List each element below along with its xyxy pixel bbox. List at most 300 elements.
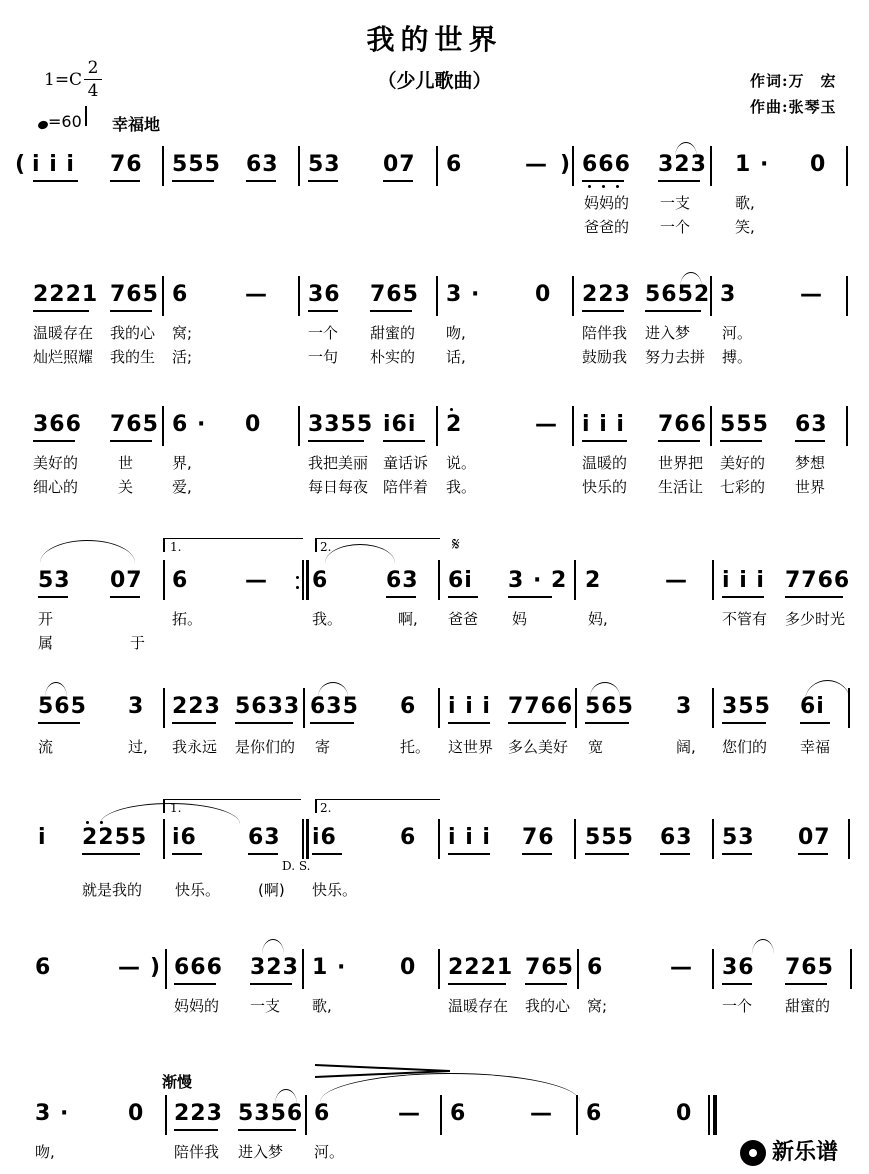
note: i6 bbox=[172, 825, 197, 850]
note: 766 bbox=[658, 412, 707, 437]
note: 63 bbox=[660, 825, 693, 850]
beam bbox=[386, 596, 416, 598]
music-disc-icon bbox=[740, 1140, 766, 1166]
note: i i i bbox=[448, 694, 491, 719]
lyric: 陪伴我 bbox=[174, 1143, 220, 1161]
barline bbox=[436, 276, 438, 316]
barline bbox=[574, 560, 576, 600]
lyric: 快乐的 bbox=[582, 478, 628, 496]
beam bbox=[238, 1129, 296, 1131]
note: 3 bbox=[676, 694, 693, 719]
note: 63 bbox=[246, 152, 279, 177]
octave-dot bbox=[86, 821, 89, 824]
note: 6 bbox=[172, 568, 189, 593]
lyric: 是你们的 bbox=[235, 738, 296, 756]
note: 6 bbox=[587, 955, 604, 980]
lyric: 窝; bbox=[587, 997, 608, 1015]
note: i i i bbox=[32, 152, 75, 177]
lyric: 河。 bbox=[722, 324, 753, 342]
note-dash: — bbox=[398, 1101, 421, 1126]
beam bbox=[308, 180, 338, 182]
beam bbox=[110, 310, 152, 312]
note: 53 bbox=[308, 152, 341, 177]
barline bbox=[848, 819, 850, 859]
barline bbox=[298, 276, 300, 316]
lyric: 甜蜜的 bbox=[785, 997, 831, 1015]
lyric: 美好的 bbox=[720, 454, 766, 472]
segno-icon: 𝄋 bbox=[452, 534, 460, 555]
note: 765 bbox=[110, 412, 159, 437]
lyric: 吻, bbox=[446, 324, 466, 342]
lyric: 歌, bbox=[735, 194, 755, 212]
beam bbox=[448, 983, 506, 985]
lyric: 多么美好 bbox=[508, 738, 569, 756]
lyric: 窝; bbox=[172, 324, 193, 342]
beam bbox=[448, 722, 490, 724]
beam bbox=[174, 1129, 218, 1131]
lyricist-credit: 作词:万 宏 bbox=[750, 72, 837, 90]
note: 666 bbox=[582, 152, 631, 177]
beam bbox=[38, 596, 68, 598]
beam bbox=[383, 180, 413, 182]
lyric: 一个 bbox=[660, 218, 691, 236]
time-divider bbox=[84, 79, 102, 80]
note-dash: — bbox=[665, 568, 688, 593]
note: 3 · bbox=[446, 282, 481, 307]
lyric: 我把美丽 bbox=[308, 454, 369, 472]
beam bbox=[110, 440, 152, 442]
repeat-barline bbox=[306, 560, 309, 600]
lyric: 这世界 bbox=[448, 738, 494, 756]
barline bbox=[848, 688, 850, 728]
beam bbox=[370, 310, 412, 312]
volta-1: 1. bbox=[170, 540, 182, 554]
lyric: 鼓励我 bbox=[582, 348, 628, 366]
note: 565 bbox=[585, 694, 634, 719]
volta-line bbox=[315, 538, 440, 539]
lyric: 我。 bbox=[312, 610, 343, 628]
lyric: 宽 bbox=[588, 738, 604, 756]
note: 76 bbox=[522, 825, 555, 850]
note: 6i bbox=[800, 694, 825, 719]
beam bbox=[585, 853, 629, 855]
beam bbox=[172, 722, 216, 724]
barline bbox=[302, 949, 304, 989]
lyric: 七彩的 bbox=[720, 478, 766, 496]
note: 0 bbox=[128, 1101, 145, 1126]
note: 7766 bbox=[508, 694, 574, 719]
note-dash: — bbox=[525, 152, 548, 177]
tempo-change-mark: 渐慢 bbox=[162, 1073, 193, 1091]
lyric: 妈 bbox=[512, 610, 528, 628]
beam bbox=[235, 722, 293, 724]
note: 2255 bbox=[82, 825, 148, 850]
beam bbox=[795, 440, 825, 442]
slur bbox=[100, 803, 240, 824]
note: 36 bbox=[308, 282, 341, 307]
repeat-dot bbox=[296, 576, 299, 579]
lyric: 不管有 bbox=[722, 610, 768, 628]
note: 3 · bbox=[35, 1101, 70, 1126]
beam bbox=[174, 983, 216, 985]
volta-1: 1. bbox=[170, 801, 182, 815]
lyric: 啊, bbox=[398, 610, 418, 628]
lyric: 世界把 bbox=[658, 454, 704, 472]
lyric: 进入梦 bbox=[238, 1143, 284, 1161]
note: i i i bbox=[582, 412, 625, 437]
barline bbox=[438, 688, 440, 728]
note: 6 bbox=[314, 1101, 331, 1126]
note: 366 bbox=[33, 412, 82, 437]
beam bbox=[33, 180, 78, 182]
beam bbox=[250, 983, 292, 985]
note: 555 bbox=[172, 152, 221, 177]
lyric: 努力去拼 bbox=[645, 348, 706, 366]
lyric: 生活让 bbox=[658, 478, 704, 496]
beam bbox=[110, 596, 140, 598]
volta-bracket bbox=[163, 538, 165, 552]
beam bbox=[246, 180, 276, 182]
lyric: 幸福 bbox=[800, 738, 831, 756]
lyric: 界, bbox=[172, 454, 192, 472]
time-bottom: 4 bbox=[87, 81, 99, 101]
score-system-6 bbox=[0, 795, 869, 905]
lyric: 进入梦 bbox=[645, 324, 691, 342]
note: 323 bbox=[250, 955, 299, 980]
beam bbox=[82, 853, 140, 855]
lyric: 快乐。 bbox=[312, 881, 358, 899]
barline bbox=[165, 949, 167, 989]
lyric: 过, bbox=[128, 738, 148, 756]
note: 6 bbox=[450, 1101, 467, 1126]
site-watermark bbox=[740, 1135, 838, 1166]
beam bbox=[582, 180, 624, 182]
octave-dot bbox=[100, 821, 103, 824]
lyric: 妈, bbox=[588, 610, 608, 628]
lyric: (啊) bbox=[258, 881, 285, 899]
octave-dot bbox=[602, 185, 605, 188]
lyric: 细心的 bbox=[33, 478, 79, 496]
lyric: 温暖存在 bbox=[448, 997, 509, 1015]
barline bbox=[572, 276, 574, 316]
note: 36 bbox=[722, 955, 755, 980]
note: 765 bbox=[525, 955, 574, 980]
barline bbox=[712, 819, 714, 859]
barline bbox=[436, 406, 438, 446]
lyric: 爱, bbox=[172, 478, 192, 496]
lyric: 阔, bbox=[676, 738, 696, 756]
note: 223 bbox=[174, 1101, 223, 1126]
beam bbox=[785, 596, 843, 598]
lyric: 美好的 bbox=[33, 454, 79, 472]
note-dash: — bbox=[670, 955, 693, 980]
slur bbox=[680, 272, 702, 287]
barline bbox=[575, 688, 577, 728]
beam bbox=[800, 722, 830, 724]
volta-line bbox=[163, 538, 303, 539]
note: 555 bbox=[720, 412, 769, 437]
lyric: 一个 bbox=[308, 324, 339, 342]
barline bbox=[163, 560, 165, 600]
barline bbox=[298, 146, 300, 186]
beam bbox=[522, 853, 552, 855]
lyric: 拓。 bbox=[172, 610, 203, 628]
note: i6 bbox=[312, 825, 337, 850]
barline bbox=[163, 688, 165, 728]
barline bbox=[440, 1095, 442, 1135]
note: 6 bbox=[172, 282, 189, 307]
barline bbox=[436, 146, 438, 186]
barline bbox=[576, 1095, 578, 1135]
beam bbox=[722, 596, 764, 598]
lyric: 灿烂照耀 bbox=[33, 348, 94, 366]
note: 2 bbox=[446, 412, 463, 437]
beam bbox=[312, 853, 342, 855]
lyric: 于 bbox=[130, 634, 146, 652]
lyric: 世 bbox=[118, 454, 134, 472]
barline bbox=[710, 146, 712, 186]
score-system-5 bbox=[0, 680, 869, 780]
note: 6 bbox=[400, 825, 417, 850]
barline bbox=[438, 949, 440, 989]
lyric: 快乐。 bbox=[175, 881, 221, 899]
beam bbox=[508, 596, 552, 598]
lyric: 温暖存在 bbox=[33, 324, 94, 342]
beam bbox=[660, 853, 690, 855]
watermark-text: 新乐谱 bbox=[772, 1140, 839, 1165]
note: 223 bbox=[582, 282, 631, 307]
lyric: 梦想 bbox=[795, 454, 826, 472]
beam bbox=[308, 440, 364, 442]
octave-dot bbox=[616, 185, 619, 188]
lyric: 童话诉 bbox=[383, 454, 429, 472]
final-barline bbox=[306, 819, 309, 859]
lyric: 吻, bbox=[35, 1143, 55, 1161]
note: 5356 bbox=[238, 1101, 304, 1126]
note: i i i bbox=[722, 568, 765, 593]
beam bbox=[38, 722, 80, 724]
barline bbox=[162, 146, 164, 186]
score-system-7 bbox=[0, 935, 869, 1035]
beam bbox=[448, 853, 490, 855]
lyric: 开 bbox=[38, 610, 54, 628]
slur bbox=[40, 540, 135, 563]
note: 53 bbox=[38, 568, 71, 593]
score-system-2 bbox=[0, 270, 869, 380]
lyric: 活; bbox=[172, 348, 193, 366]
beam bbox=[785, 983, 827, 985]
barline bbox=[438, 560, 440, 600]
score-system-3 bbox=[0, 400, 869, 510]
beam bbox=[448, 596, 478, 598]
slur bbox=[262, 939, 284, 954]
lyric: 爸爸的 bbox=[584, 218, 630, 236]
beam bbox=[798, 853, 828, 855]
note: 0 bbox=[245, 412, 262, 437]
note: 6 bbox=[312, 568, 329, 593]
barline bbox=[712, 949, 714, 989]
note-dash: — bbox=[530, 1101, 553, 1126]
lyric: 温暖的 bbox=[582, 454, 628, 472]
barline bbox=[572, 406, 574, 446]
note: 2221 bbox=[448, 955, 514, 980]
beam bbox=[33, 310, 89, 312]
barline bbox=[303, 688, 305, 728]
lyric: 一支 bbox=[250, 997, 281, 1015]
lyric: 甜蜜的 bbox=[370, 324, 416, 342]
lyric: 就是我的 bbox=[82, 881, 143, 899]
lyric: 话, bbox=[446, 348, 466, 366]
beam bbox=[582, 440, 627, 442]
barline bbox=[710, 406, 712, 446]
beam bbox=[310, 722, 354, 724]
note: 5633 bbox=[235, 694, 301, 719]
barline bbox=[162, 406, 164, 446]
note: 76 bbox=[110, 152, 143, 177]
lyric: 托。 bbox=[400, 738, 431, 756]
beam bbox=[658, 180, 700, 182]
note: 2221 bbox=[33, 282, 99, 307]
volta-line bbox=[163, 799, 301, 800]
barline bbox=[162, 276, 164, 316]
beam bbox=[658, 440, 700, 442]
barline bbox=[298, 406, 300, 446]
song-subtitle: （少儿歌曲） bbox=[377, 70, 492, 92]
volta-2: 2. bbox=[320, 801, 332, 815]
note: 635 bbox=[310, 694, 359, 719]
barline bbox=[710, 276, 712, 316]
note: ( bbox=[15, 152, 27, 177]
beam bbox=[585, 722, 629, 724]
note: i6i bbox=[383, 412, 417, 437]
lyric: 爸爸 bbox=[448, 610, 479, 628]
note: 3 · 2 bbox=[508, 568, 568, 593]
lyric: 关 bbox=[118, 478, 134, 496]
lyric: 我永远 bbox=[172, 738, 218, 756]
lyric: 多少时光 bbox=[785, 610, 846, 628]
note: 53 bbox=[722, 825, 755, 850]
note: 07 bbox=[110, 568, 143, 593]
note: 3 bbox=[128, 694, 145, 719]
lyric: 一支 bbox=[660, 194, 691, 212]
note-dash: — bbox=[245, 568, 268, 593]
barline bbox=[850, 949, 852, 989]
note-dash: — bbox=[118, 955, 141, 980]
barline bbox=[846, 276, 848, 316]
da-segno-mark: D. S. bbox=[282, 859, 311, 873]
note: 565 bbox=[38, 694, 87, 719]
note: 63 bbox=[248, 825, 281, 850]
barline bbox=[846, 146, 848, 186]
barline bbox=[712, 560, 714, 600]
slur bbox=[675, 142, 697, 157]
note-dash: — bbox=[245, 282, 268, 307]
score-system-4 bbox=[0, 530, 869, 660]
note: 3355 bbox=[308, 412, 374, 437]
score-system-8 bbox=[0, 1055, 869, 1165]
note: 1 · bbox=[735, 152, 770, 177]
repeat-dot bbox=[296, 586, 299, 589]
note: 6 bbox=[446, 152, 463, 177]
lyric: 流 bbox=[38, 738, 54, 756]
note: 0 bbox=[535, 282, 552, 307]
lyric: 每日每夜 bbox=[308, 478, 369, 496]
barline bbox=[846, 406, 848, 446]
note: 1 · bbox=[312, 955, 347, 980]
key-signature: 1=C bbox=[44, 70, 83, 90]
barline bbox=[165, 1095, 167, 1135]
lyric: 我。 bbox=[446, 478, 477, 496]
note: 6i bbox=[448, 568, 473, 593]
beam bbox=[508, 722, 566, 724]
time-top: 2 bbox=[87, 58, 99, 78]
lyric: 搏。 bbox=[722, 348, 753, 366]
note: 7766 bbox=[785, 568, 851, 593]
lyric: 一句 bbox=[308, 348, 339, 366]
tempo-value: =60 bbox=[48, 112, 82, 131]
final-barline bbox=[713, 1095, 717, 1135]
lyric: 说。 bbox=[446, 454, 477, 472]
volta-bracket bbox=[315, 538, 317, 552]
beam bbox=[645, 310, 701, 312]
note: 2 bbox=[585, 568, 602, 593]
beam bbox=[720, 440, 762, 442]
barline bbox=[305, 1095, 307, 1135]
note: i i i bbox=[448, 825, 491, 850]
expression-mark: 幸福地 bbox=[112, 115, 161, 134]
lyric: 一个 bbox=[722, 997, 753, 1015]
octave-dot bbox=[450, 408, 453, 411]
note: 765 bbox=[110, 282, 159, 307]
note: 63 bbox=[386, 568, 419, 593]
note: 6 · bbox=[172, 412, 207, 437]
barline bbox=[577, 949, 579, 989]
beam bbox=[172, 180, 214, 182]
volta-bracket bbox=[315, 799, 317, 813]
note: i bbox=[38, 825, 47, 850]
slur bbox=[325, 544, 395, 563]
note: 555 bbox=[585, 825, 634, 850]
note: 07 bbox=[383, 152, 416, 177]
note: ) bbox=[560, 152, 572, 177]
lyric: 属 bbox=[38, 634, 54, 652]
note: 6 bbox=[586, 1101, 603, 1126]
final-barline bbox=[302, 819, 304, 859]
note-dash: — bbox=[800, 282, 823, 307]
volta-line bbox=[315, 799, 440, 800]
song-title: 我的世界 bbox=[366, 23, 503, 56]
beam bbox=[110, 180, 140, 182]
time-signature bbox=[84, 58, 102, 101]
beam bbox=[722, 722, 766, 724]
note: 0 bbox=[400, 955, 417, 980]
beam bbox=[582, 310, 624, 312]
beam bbox=[33, 440, 75, 442]
lyric: 陪伴着 bbox=[383, 478, 429, 496]
lyric: 我的心 bbox=[525, 997, 571, 1015]
beam bbox=[525, 983, 567, 985]
note: 355 bbox=[722, 694, 771, 719]
lyric: 我的心 bbox=[110, 324, 156, 342]
lyric: 我的生 bbox=[110, 348, 156, 366]
score-system-1 bbox=[0, 140, 869, 250]
lyric: 您们的 bbox=[722, 738, 768, 756]
beam bbox=[383, 440, 425, 442]
lyric: 世界 bbox=[795, 478, 826, 496]
note: ) bbox=[150, 955, 162, 980]
beam bbox=[248, 853, 278, 855]
lyric: 寄 bbox=[315, 738, 331, 756]
